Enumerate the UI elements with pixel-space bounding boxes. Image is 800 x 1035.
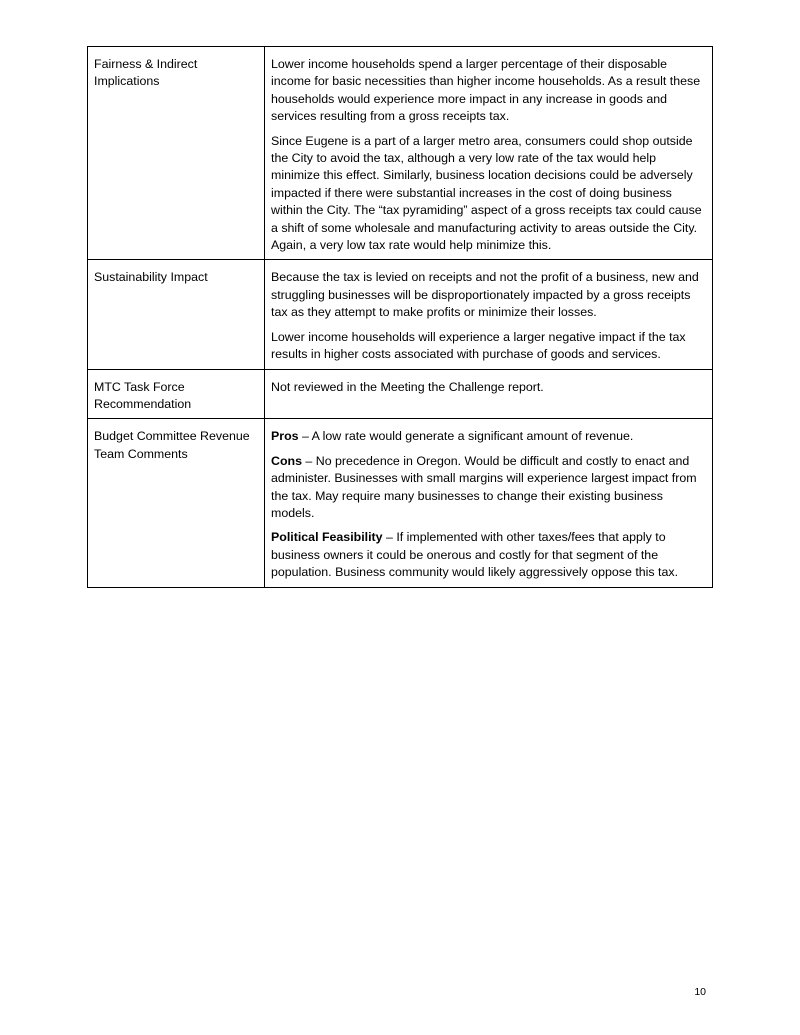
content-paragraph — [271, 529, 705, 581]
paragraph-text: – A low rate would generate a significant amount of revenue. — [298, 429, 634, 444]
page-number: 10 — [694, 986, 706, 998]
row-label: MTC Task Force Recommendation — [88, 369, 265, 419]
row-content — [265, 419, 713, 587]
content-paragraph: Lower income households spend a larger percentage of their disposable income for basic necessities than higher income households. As a result these households would experience more impact in any increase in goods and services resulting from a gross receipts tax. — [271, 57, 701, 124]
content-paragraph: Since Eugene is a part of a larger metro area, consumers could shop outside the City to avoid the tax, although a very low rate of the tax would help minimize this effect. Similarly, business location decisions could be adversely impacted if there were substantial increases in the cost of doing business within the City. The “tax pyramiding” aspect of a gross receipts tax could cause a shift of some wholesale and manufacturing activity to areas outside the City. Again, a very low tax rate would help minimize this. — [271, 133, 702, 253]
content-paragraph: Not reviewed in the Meeting the Challenge report. — [271, 379, 544, 394]
row-label: Fairness & Indirect Implications — [88, 47, 265, 260]
table-row — [88, 260, 713, 369]
table-row — [88, 47, 713, 260]
content-paragraph — [271, 428, 705, 445]
row-content — [265, 47, 713, 260]
paragraph-lead: Pros — [271, 429, 299, 444]
table-row — [88, 419, 713, 587]
row-content — [265, 260, 713, 369]
row-label: Sustainability Impact — [88, 260, 265, 369]
content-paragraph: Lower income households will experience a larger negative impact if the tax results in higher costs associated with purchase of goods and services. — [271, 329, 686, 362]
content-paragraph — [271, 453, 705, 523]
paragraph-text: – If implemented with other taxes/fees that apply to business owners it could be onerous and costly for that segment of the population. Business community would likely aggressively oppose this tax. — [271, 530, 679, 580]
paragraph-lead: Cons — [271, 453, 302, 468]
row-content — [265, 369, 713, 419]
content-paragraph: Because the tax is levied on receipts and not the profit of a business, new and struggling businesses will be disproportionately impacted by a gross receipts tax as they attempt to make profits or minimize their losses. — [271, 270, 699, 320]
paragraph-text: – No precedence in Oregon. Would be difficult and costly to enact and administer. Businesses with small margins will experience largest impact from the tax. May require many businesses to change their existing business models. — [271, 453, 697, 520]
row-label: Budget Committee Revenue Team Comments — [88, 419, 265, 587]
table-row — [88, 369, 713, 419]
tax-analysis-table — [87, 46, 713, 588]
paragraph-lead: Political Feasibility — [271, 530, 383, 545]
